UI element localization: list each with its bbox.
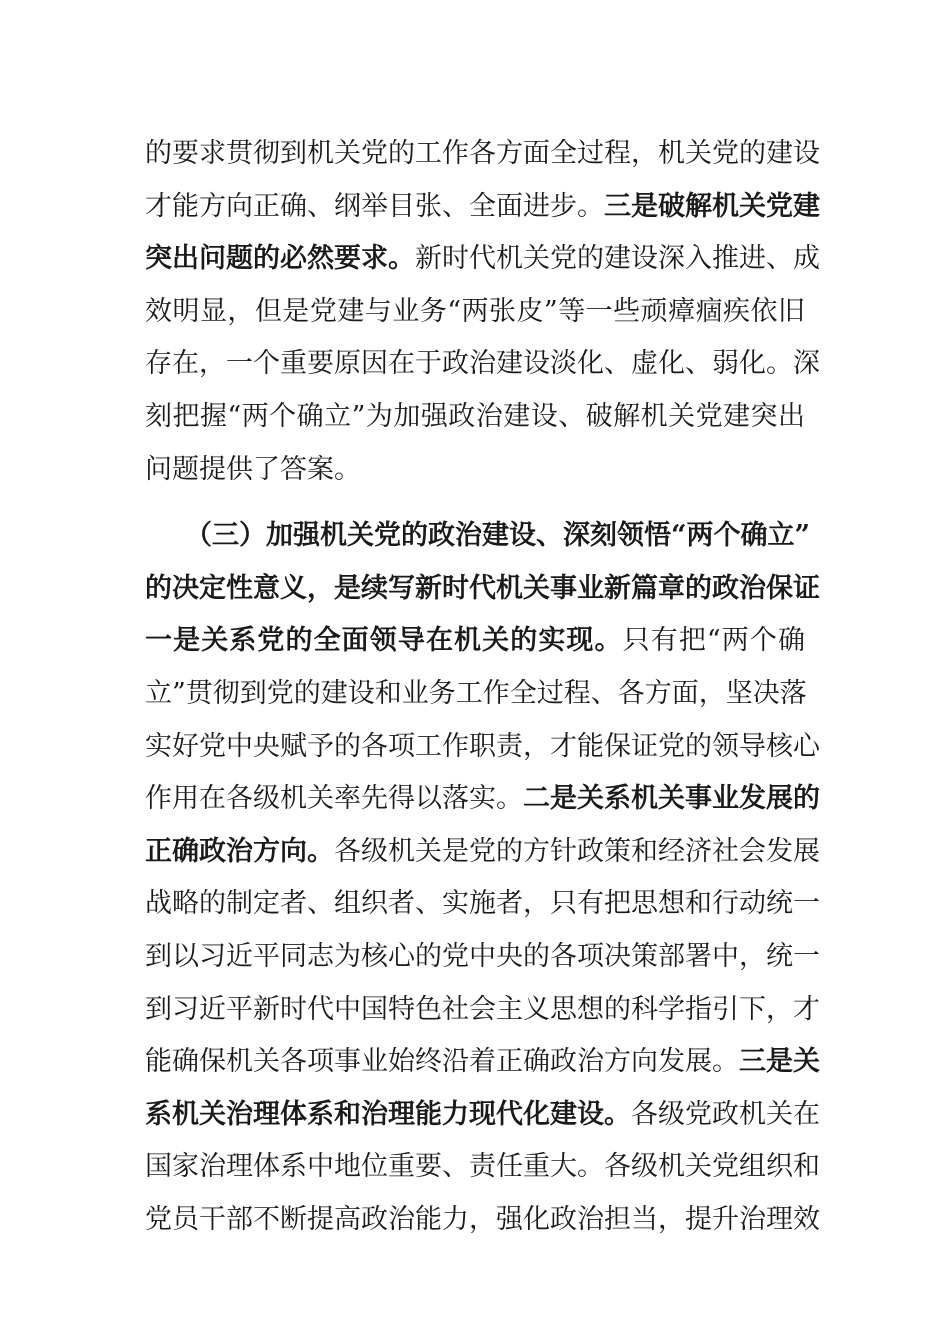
text-line: 问题提供了答案。: [145, 453, 361, 485]
bold-point-three-cont: 系机关治理体系和治理能力现代化建设。: [145, 1098, 631, 1130]
paragraph-gap: [145, 496, 805, 510]
text-line: 实好党中央赋予的各项工作职责，才能保证党的领导核心: [145, 730, 820, 762]
text-line: 存在，一个重要原因在于政治建设淡化、虚化、弱化。深: [145, 348, 820, 380]
text-line: 一是关系党的全面领导在机关的实现。只有把“两个确: [145, 625, 805, 657]
paragraph-2: [145, 510, 820, 1246]
text-line: 党员干部不断提高政治能力，强化政治担当，提升治理效: [145, 1203, 820, 1235]
bold-point-three-cont: 突出问题的必然要求。: [145, 243, 415, 275]
text-line: 的要求贯彻到机关党的工作各方面全过程，机关党的建设: [145, 138, 820, 169]
text-line: 才能方向正确、纲举目张、全面进步。三是破解机关党建: [145, 190, 820, 222]
text-line: 国家治理体系中地位重要、责任重大。各级机关党组织和: [145, 1151, 820, 1183]
bold-point-one: 一是关系党的全面领导在机关的实现。: [145, 625, 623, 657]
text-line: 系机关治理体系和治理能力现代化建设。各级党政机关在: [145, 1098, 820, 1130]
text-line: 到以习近平同志为核心的党中央的各项决策部署中，统一: [145, 940, 820, 972]
text-line: 刻把握“两个确立”为加强政治建设、破解机关党建突出: [145, 400, 805, 432]
bold-point-three: 三是关: [739, 1046, 820, 1078]
text-line: 效明显，但是党建与业务“两张皮”等一些顽瘴痼疾依旧: [145, 295, 805, 327]
bold-point-two-cont: 正确政治方向。: [145, 835, 334, 867]
paragraph-1: [145, 128, 820, 496]
document-page: [145, 128, 820, 1246]
text-line: 能确保机关各项事业始终沿着正确政治方向发展。三是关: [145, 1046, 820, 1078]
text-line: 作用在各级机关率先得以落实。二是关系机关事业发展的: [145, 783, 820, 815]
text-line: 战略的制定者、组织者、实施者，只有把思想和行动统一: [145, 888, 820, 920]
text-line: 到习近平新时代中国特色社会主义思想的科学指引下，才: [145, 993, 820, 1025]
bold-point-two: 二是关系机关事业发展的: [523, 783, 820, 815]
section-heading-cont: 的决定性意义，是续写新时代机关事业新篇章的政治保证: [145, 572, 820, 604]
section-heading: （三）加强机关党的政治建设、深刻领悟“两个确立”: [185, 520, 811, 552]
text-line: 正确政治方向。各级机关是党的方针政策和经济社会发展: [145, 835, 820, 867]
bold-point-three: 三是破解机关党建: [604, 190, 820, 222]
text-line: 立”贯彻到党的建设和业务工作全过程、各方面，坚决落: [145, 677, 807, 709]
text-line: 突出问题的必然要求。新时代机关党的建设深入推进、成: [145, 243, 820, 275]
